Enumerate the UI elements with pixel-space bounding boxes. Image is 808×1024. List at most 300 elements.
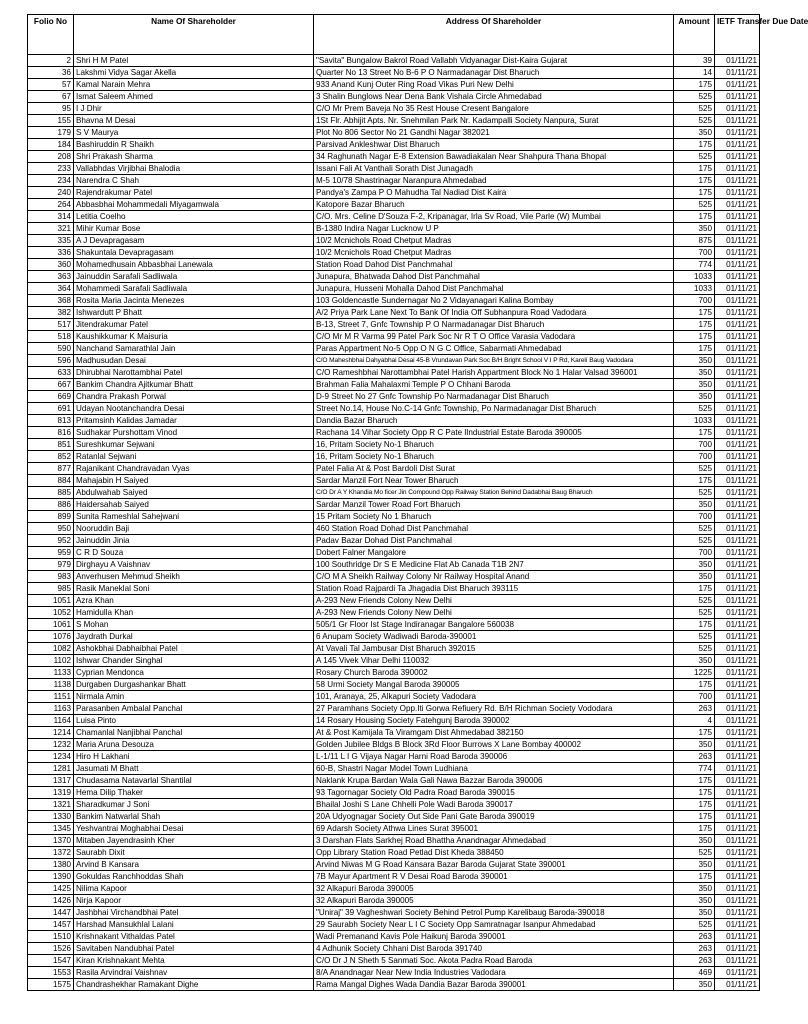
due-date-cell: 01/11/21 [715, 367, 760, 379]
shareholder-name-cell: Dirghayu A Vaishnav [74, 559, 314, 571]
table-row [28, 79, 760, 91]
shareholder-name-cell: Kamal Narain Mehra [74, 79, 314, 91]
table-row [28, 535, 760, 547]
shareholder-address-cell: B-13, Street 7, Gnfc Township P O Narmadanagar Dist Bharuch [314, 319, 674, 331]
table-row [28, 139, 760, 151]
due-date-cell: 01/11/21 [715, 343, 760, 355]
shareholder-address-cell: Station Road Dahod Dist Panchmahal [314, 259, 674, 271]
shareholder-name-cell: Nilima Kapoor [74, 883, 314, 895]
amount-cell: 350 [674, 979, 715, 991]
folio-no-cell: 1380 [28, 859, 74, 871]
table-body [28, 55, 760, 991]
table-row [28, 619, 760, 631]
shareholder-address-cell: Bhailal Joshi S Lane Chhelli Pole Wadi Baroda 390017 [314, 799, 674, 811]
amount-cell: 175 [674, 427, 715, 439]
table-row [28, 715, 760, 727]
due-date-cell: 01/11/21 [715, 199, 760, 211]
header-amount: Amount [674, 15, 715, 55]
shareholder-address-cell: 933 Anand Kunj Outer Ring Road Vikas Puri New Delhi [314, 79, 674, 91]
shareholder-address-cell: Pandya's Zampa P O Mahudha Tal Nadiad Dist Kaira [314, 187, 674, 199]
table-row [28, 727, 760, 739]
amount-cell: 350 [674, 895, 715, 907]
shareholder-address-cell: 1St Flr. Abhijit Apts. Nr. Snehmilan Park Nr. Kadampalli Society Nanpura, Surat [314, 115, 674, 127]
due-date-cell: 01/11/21 [715, 619, 760, 631]
due-date-cell: 01/11/21 [715, 475, 760, 487]
shareholder-name-cell: Rajanikant Chandravadan Vyas [74, 463, 314, 475]
shareholder-address-cell: Brahman Falia Mahalaxmi Temple P O Chhani Baroda [314, 379, 674, 391]
folio-no-cell: 590 [28, 343, 74, 355]
due-date-cell: 01/11/21 [715, 703, 760, 715]
folio-no-cell: 669 [28, 391, 74, 403]
amount-cell: 175 [674, 799, 715, 811]
shareholder-name-cell: I J Dhir [74, 103, 314, 115]
due-date-cell: 01/11/21 [715, 67, 760, 79]
shareholder-address-cell: 69 Adarsh Society Athwa Lines Surat 395001 [314, 823, 674, 835]
due-date-cell: 01/11/21 [715, 667, 760, 679]
table-row [28, 55, 760, 67]
shareholder-name-cell: Cyprian Mendonca [74, 667, 314, 679]
table-row [28, 667, 760, 679]
table-row [28, 451, 760, 463]
folio-no-cell: 264 [28, 199, 74, 211]
due-date-cell: 01/11/21 [715, 763, 760, 775]
due-date-cell: 01/11/21 [715, 739, 760, 751]
shareholder-address-cell: 32 Alkapuri Baroda 390005 [314, 883, 674, 895]
amount-cell: 175 [674, 343, 715, 355]
amount-cell: 350 [674, 739, 715, 751]
shareholder-name-cell: Rasila Arvindrai Vaishnav [74, 967, 314, 979]
shareholder-name-cell: Bankim Natwarlal Shah [74, 811, 314, 823]
shareholder-address-cell: Arvind Niwas M G Road Kansara Bazar Baroda Gujarat State 390001 [314, 859, 674, 871]
table-row [28, 967, 760, 979]
table-row [28, 367, 760, 379]
shareholder-name-cell: Nooruddin Baji [74, 523, 314, 535]
amount-cell: 525 [674, 535, 715, 547]
shareholder-name-cell: Jitendrakumar Patel [74, 319, 314, 331]
shareholder-name-cell: A J Devapragasam [74, 235, 314, 247]
shareholder-name-cell: C R D Souza [74, 547, 314, 559]
shareholder-address-cell: 93 Tagornagar Society Old Padra Road Baroda 390015 [314, 787, 674, 799]
amount-cell: 175 [674, 475, 715, 487]
table-row [28, 295, 760, 307]
table-row [28, 595, 760, 607]
amount-cell: 700 [674, 547, 715, 559]
table-row [28, 235, 760, 247]
shareholder-address-cell: A 145 Vivek Vihar Delhi 110032 [314, 655, 674, 667]
folio-no-cell: 1321 [28, 799, 74, 811]
shareholder-address-cell: 32 Alkapuri Baroda 390005 [314, 895, 674, 907]
folio-no-cell: 691 [28, 403, 74, 415]
folio-no-cell: 314 [28, 211, 74, 223]
folio-no-cell: 1163 [28, 703, 74, 715]
folio-no-cell: 899 [28, 511, 74, 523]
shareholder-address-cell: Naklank Krupa Bardan Wala Gali Nawa Bazzar Baroda 390006 [314, 775, 674, 787]
shareholder-name-cell: Yeshvantrai Moghabhai Desai [74, 823, 314, 835]
amount-cell: 175 [674, 811, 715, 823]
table-row [28, 307, 760, 319]
shareholder-name-cell: Pritamsinh Kalidas Jamadar [74, 415, 314, 427]
due-date-cell: 01/11/21 [715, 859, 760, 871]
amount-cell: 350 [674, 391, 715, 403]
due-date-cell: 01/11/21 [715, 727, 760, 739]
shareholder-name-cell: Nirja Kapoor [74, 895, 314, 907]
folio-no-cell: 179 [28, 127, 74, 139]
shareholder-address-cell: Junapura, Husseni Mohalla Dahod Dist Panchmahal [314, 283, 674, 295]
due-date-cell: 01/11/21 [715, 907, 760, 919]
shareholder-address-cell: Dandia Bazar Bharuch [314, 415, 674, 427]
amount-cell: 774 [674, 763, 715, 775]
amount-cell: 525 [674, 151, 715, 163]
amount-cell: 525 [674, 463, 715, 475]
due-date-cell: 01/11/21 [715, 319, 760, 331]
shareholder-name-cell: Bankim Chandra Ajitkumar Bhatt [74, 379, 314, 391]
shareholder-address-cell: Rosary Church Baroda 390002 [314, 667, 674, 679]
due-date-cell: 01/11/21 [715, 547, 760, 559]
amount-cell: 350 [674, 907, 715, 919]
shareholder-name-cell: Hema Dilip Thaker [74, 787, 314, 799]
table-row [28, 427, 760, 439]
shareholder-table [27, 14, 808, 991]
table-row [28, 127, 760, 139]
shareholder-name-cell: Jainuddin Sarafali Sadliwala [74, 271, 314, 283]
due-date-cell: 01/11/21 [715, 211, 760, 223]
folio-no-cell: 1575 [28, 979, 74, 991]
folio-no-cell: 1102 [28, 655, 74, 667]
folio-no-cell: 36 [28, 67, 74, 79]
due-date-cell: 01/11/21 [715, 835, 760, 847]
due-date-cell: 01/11/21 [715, 103, 760, 115]
table-row [28, 907, 760, 919]
table-row [28, 475, 760, 487]
table-row [28, 415, 760, 427]
shareholder-address-cell: M-5 10/78 Shastrinagar Naranpura Ahmedabad [314, 175, 674, 187]
due-date-cell: 01/11/21 [715, 691, 760, 703]
shareholder-address-cell: D-9 Street No 27 Gnfc Township Po Narmadanagar Dist Bharuch [314, 391, 674, 403]
due-date-cell: 01/11/21 [715, 775, 760, 787]
folio-no-cell: 1164 [28, 715, 74, 727]
amount-cell: 263 [674, 751, 715, 763]
amount-cell: 525 [674, 403, 715, 415]
shareholder-name-cell: Letitia Coelho [74, 211, 314, 223]
table-row [28, 259, 760, 271]
folio-no-cell: 1426 [28, 895, 74, 907]
amount-cell: 39 [674, 55, 715, 67]
amount-cell: 875 [674, 235, 715, 247]
table-row [28, 151, 760, 163]
folio-no-cell: 155 [28, 115, 74, 127]
amount-cell: 350 [674, 859, 715, 871]
table-row [28, 91, 760, 103]
shareholder-address-cell: 10/2 Mcnichols Road Chetput Madras [314, 235, 674, 247]
amount-cell: 175 [674, 319, 715, 331]
due-date-cell: 01/11/21 [715, 535, 760, 547]
shareholder-address-cell: Station Road Rajpardi Ta Jhagadia Dist Bharuch 393115 [314, 583, 674, 595]
folio-no-cell: 979 [28, 559, 74, 571]
shareholder-name-cell: Ratanlal Sejwani [74, 451, 314, 463]
table-row [28, 811, 760, 823]
folio-no-cell: 336 [28, 247, 74, 259]
shareholder-name-cell: Udayan Nootanchandra Desai [74, 403, 314, 415]
shareholder-name-cell: Parasanben Ambalal Panchal [74, 703, 314, 715]
shareholder-name-cell: Anverhusen Mehmud Sheikh [74, 571, 314, 583]
amount-cell: 263 [674, 931, 715, 943]
table-row [28, 703, 760, 715]
due-date-cell: 01/11/21 [715, 799, 760, 811]
shareholder-address-cell: 3 Shalin Bunglows Near Dena Bank Vishala Circle Ahmedabad [314, 91, 674, 103]
amount-cell: 350 [674, 883, 715, 895]
shareholder-address-cell: 16, Pritam Society No-1 Bharuch [314, 439, 674, 451]
amount-cell: 525 [674, 847, 715, 859]
amount-cell: 175 [674, 187, 715, 199]
shareholder-name-cell: Madhusudan Desai [74, 355, 314, 367]
folio-no-cell: 1319 [28, 787, 74, 799]
shareholder-address-cell: 6 Anupam Society Wadiwadi Baroda-390001 [314, 631, 674, 643]
table-row [28, 115, 760, 127]
shareholder-address-cell: Sardar Manzil Tower Road Fort Bharuch [314, 499, 674, 511]
folio-no-cell: 67 [28, 91, 74, 103]
table-row [28, 571, 760, 583]
amount-cell: 700 [674, 295, 715, 307]
due-date-cell: 01/11/21 [715, 163, 760, 175]
amount-cell: 175 [674, 823, 715, 835]
shareholder-name-cell: Durgaben Durgashankar Bhatt [74, 679, 314, 691]
shareholder-address-cell: A/2 Priya Park Lane Next To Bank Of India Off Subhanpura Road Vadodara [314, 307, 674, 319]
due-date-cell: 01/11/21 [715, 751, 760, 763]
due-date-cell: 01/11/21 [715, 271, 760, 283]
shareholder-address-cell: 101, Aranaya, 25, Alkapuri Society Vadodara [314, 691, 674, 703]
due-date-cell: 01/11/21 [715, 643, 760, 655]
table-row [28, 547, 760, 559]
shareholder-address-cell: Golden Jubilee Bldgs B Block 3Rd Floor Burrows X Lane Bombay 400002 [314, 739, 674, 751]
shareholder-address-cell: Junapura, Bhatwada Dahod Dist Panchmahal [314, 271, 674, 283]
shareholder-address-cell: A-293 New Friends Colony New Delhi [314, 595, 674, 607]
due-date-cell: 01/11/21 [715, 559, 760, 571]
shareholder-address-cell: 460 Station Road Dohad Dist Panchmahal [314, 523, 674, 535]
amount-cell: 700 [674, 247, 715, 259]
due-date-cell: 01/11/21 [715, 679, 760, 691]
shareholder-address-cell: C/O Mr M R Varma 99 Patel Park Soc Nr R T O Office Varasia Vadodara [314, 331, 674, 343]
due-date-cell: 01/11/21 [715, 571, 760, 583]
shareholder-name-cell: Jaydrath Durkal [74, 631, 314, 643]
shareholder-address-cell: C/O M A Sheikh Railway Colony Nr Railway Hospital Anand [314, 571, 674, 583]
amount-cell: 525 [674, 919, 715, 931]
amount-cell: 350 [674, 499, 715, 511]
table-row [28, 631, 760, 643]
amount-cell: 350 [674, 655, 715, 667]
table-row [28, 355, 760, 367]
due-date-cell: 01/11/21 [715, 79, 760, 91]
folio-no-cell: 985 [28, 583, 74, 595]
due-date-cell: 01/11/21 [715, 943, 760, 955]
shareholder-address-cell: 100 Southridge Dr S E Medicine Flat Ab Canada T1B 2N7 [314, 559, 674, 571]
amount-cell: 350 [674, 559, 715, 571]
shareholder-name-cell: Shri H M Patel [74, 55, 314, 67]
table-row [28, 403, 760, 415]
folio-no-cell: 360 [28, 259, 74, 271]
table-row [28, 931, 760, 943]
table-row [28, 343, 760, 355]
table-row [28, 859, 760, 871]
due-date-cell: 01/11/21 [715, 175, 760, 187]
folio-no-cell: 851 [28, 439, 74, 451]
shareholder-address-cell: 10/2 Mcnichols Road Chetput Madras [314, 247, 674, 259]
due-date-cell: 01/11/21 [715, 379, 760, 391]
shareholder-name-cell: Hiro H Lakhani [74, 751, 314, 763]
shareholder-address-cell: Rama Mangal Dighes Wada Dandia Bazar Baroda 390001 [314, 979, 674, 991]
table-row [28, 199, 760, 211]
due-date-cell: 01/11/21 [715, 235, 760, 247]
folio-no-cell: 363 [28, 271, 74, 283]
amount-cell: 175 [674, 727, 715, 739]
due-date-cell: 01/11/21 [715, 955, 760, 967]
shareholder-name-cell: Ismat Saleem Ahmed [74, 91, 314, 103]
shareholder-name-cell: Sudhakar Purshottam Vinod [74, 427, 314, 439]
due-date-cell: 01/11/21 [715, 523, 760, 535]
shareholder-address-cell: 16, Pritam Society No-1 Bharuch [314, 451, 674, 463]
amount-cell: 175 [674, 331, 715, 343]
due-date-cell: 01/11/21 [715, 787, 760, 799]
shareholder-address-cell: Wadi Premanand Kavis Pole Haikunj Baroda 390001 [314, 931, 674, 943]
table-row [28, 439, 760, 451]
shareholder-name-cell: Mitaben Jayendrasinh Kher [74, 835, 314, 847]
due-date-cell: 01/11/21 [715, 919, 760, 931]
folio-no-cell: 321 [28, 223, 74, 235]
shareholder-address-cell: "Uniraj" 39 Vagheshwari Society Behind Petrol Pump Karelibaug Baroda-390018 [314, 907, 674, 919]
due-date-cell: 01/11/21 [715, 595, 760, 607]
shareholder-address-cell: 7B Mayur Apartment R V Desai Road Baroda 390001 [314, 871, 674, 883]
shareholder-name-cell: Abbasbhai Mohammedali Miyagamwala [74, 199, 314, 211]
shareholder-name-cell: Chudasama Natavarlal Shantilal [74, 775, 314, 787]
due-date-cell: 01/11/21 [715, 355, 760, 367]
table-row [28, 583, 760, 595]
folio-no-cell: 959 [28, 547, 74, 559]
table-row [28, 283, 760, 295]
folio-no-cell: 813 [28, 415, 74, 427]
shareholder-address-cell: Patel Falia At & Post Bardoli Dist Surat [314, 463, 674, 475]
shareholder-name-cell: Vallabhdas Virjibhai Bhalodia [74, 163, 314, 175]
table-row [28, 787, 760, 799]
shareholder-name-cell: Harshad Mansukhlal Lalani [74, 919, 314, 931]
shareholder-address-cell: At Vavali Tal Jambusar Dist Bharuch 392015 [314, 643, 674, 655]
folio-no-cell: 233 [28, 163, 74, 175]
due-date-cell: 01/11/21 [715, 223, 760, 235]
shareholder-address-cell: 60-B, Shastri Nagar Model Town Ludhiana [314, 763, 674, 775]
shareholder-address-cell: C/O Maheshbhai Dahyabhai Desai 45-B Vrundavan Park Soc B/H Bright School V I P Rd, Karelí Baug Vadodara [314, 355, 674, 367]
shareholder-address-cell: B-1380 Indira Nagar Lucknow U P [314, 223, 674, 235]
header-row [28, 15, 760, 55]
table-row [28, 223, 760, 235]
shareholder-name-cell: Kaushikkumar K Maisuria [74, 331, 314, 343]
folio-no-cell: 518 [28, 331, 74, 343]
shareholder-name-cell: Azra Khan [74, 595, 314, 607]
shareholder-address-cell: C/O. Mrs. Celine D'Souza F-2, Kripanagar, Irla Sv Road, Vile Parle (W) Mumbai [314, 211, 674, 223]
due-date-cell: 01/11/21 [715, 931, 760, 943]
due-date-cell: 01/11/21 [715, 403, 760, 415]
shareholder-name-cell: Narendra C Shah [74, 175, 314, 187]
due-date-cell: 01/11/21 [715, 511, 760, 523]
due-date-cell: 01/11/21 [715, 307, 760, 319]
shareholder-name-cell: Ishwardutt P Bhatt [74, 307, 314, 319]
shareholder-name-cell: S Mohan [74, 619, 314, 631]
shareholder-name-cell: Jashbhai Virchandbhai Patel [74, 907, 314, 919]
folio-no-cell: 95 [28, 103, 74, 115]
amount-cell: 175 [674, 79, 715, 91]
amount-cell: 175 [674, 775, 715, 787]
shareholder-address-cell: 103 Goldencastle Sundernagar No 2 Vidayanagari Kalina Bombay [314, 295, 674, 307]
table-row [28, 835, 760, 847]
shareholder-name-cell: Chandrashekhar Ramakant Dighe [74, 979, 314, 991]
due-date-cell: 01/11/21 [715, 115, 760, 127]
due-date-cell: 01/11/21 [715, 259, 760, 271]
folio-no-cell: 1232 [28, 739, 74, 751]
shareholder-name-cell: Shakuntala Devapragasam [74, 247, 314, 259]
shareholder-name-cell: Chandra Prakash Porwal [74, 391, 314, 403]
amount-cell: 263 [674, 943, 715, 955]
due-date-cell: 01/11/21 [715, 883, 760, 895]
shareholder-name-cell: Nirmala Amin [74, 691, 314, 703]
shareholder-name-cell: Chamanlal Nanjibhai Panchal [74, 727, 314, 739]
shareholder-address-cell: 3 Darshan Flats Sarkhej Road Bhattha Anandnagar Ahmedabad [314, 835, 674, 847]
amount-cell: 525 [674, 607, 715, 619]
table-row [28, 511, 760, 523]
amount-cell: 175 [674, 139, 715, 151]
shareholder-address-cell: Plot No 806 Sector No 21 Gandhi Nagar 382021 [314, 127, 674, 139]
table-row [28, 943, 760, 955]
table-row [28, 823, 760, 835]
folio-no-cell: 1151 [28, 691, 74, 703]
shareholder-name-cell: Ashokbhai Dabhaibhai Patel [74, 643, 314, 655]
due-date-cell: 01/11/21 [715, 247, 760, 259]
amount-cell: 1033 [674, 415, 715, 427]
amount-cell: 350 [674, 571, 715, 583]
shareholder-name-cell: Savitaben Nandubhai Patel [74, 943, 314, 955]
folio-no-cell: 1447 [28, 907, 74, 919]
shareholder-name-cell: Mohammedi Sarafali Sadliwala [74, 283, 314, 295]
table-row [28, 979, 760, 991]
folio-no-cell: 1061 [28, 619, 74, 631]
due-date-cell: 01/11/21 [715, 91, 760, 103]
due-date-cell: 01/11/21 [715, 139, 760, 151]
shareholder-name-cell: Arvind B Kansara [74, 859, 314, 871]
amount-cell: 525 [674, 631, 715, 643]
shareholder-name-cell: Bhavna M Desai [74, 115, 314, 127]
shareholder-name-cell: Mihir Kumar Bose [74, 223, 314, 235]
table-row [28, 919, 760, 931]
due-date-cell: 01/11/21 [715, 55, 760, 67]
table-row [28, 691, 760, 703]
due-date-cell: 01/11/21 [715, 283, 760, 295]
table-row [28, 559, 760, 571]
table-row [28, 607, 760, 619]
amount-cell: 469 [674, 967, 715, 979]
amount-cell: 1033 [674, 271, 715, 283]
folio-no-cell: 950 [28, 523, 74, 535]
shareholder-address-cell: Sardar Manzil Fort Near Tower Bharuch [314, 475, 674, 487]
folio-no-cell: 517 [28, 319, 74, 331]
header-shareholder-name: Name Of Shareholder [74, 15, 314, 55]
shareholder-name-cell: Saurabh Dixit [74, 847, 314, 859]
shareholder-name-cell: Jasumati M Bhatt [74, 763, 314, 775]
shareholder-address-cell: 505/1 Gr Floor Ist Stage Indiranagar Bangalore 560038 [314, 619, 674, 631]
folio-no-cell: 368 [28, 295, 74, 307]
table-row [28, 871, 760, 883]
shareholder-address-cell: Padav Bazar Dohad Dist Panchmahal [314, 535, 674, 547]
table-row [28, 895, 760, 907]
shareholder-address-cell: 8/A Anandnagar Near New India Industries Vadodara [314, 967, 674, 979]
shareholder-name-cell: Abdulwahab Saiyed [74, 487, 314, 499]
folio-no-cell: 877 [28, 463, 74, 475]
folio-no-cell: 1051 [28, 595, 74, 607]
